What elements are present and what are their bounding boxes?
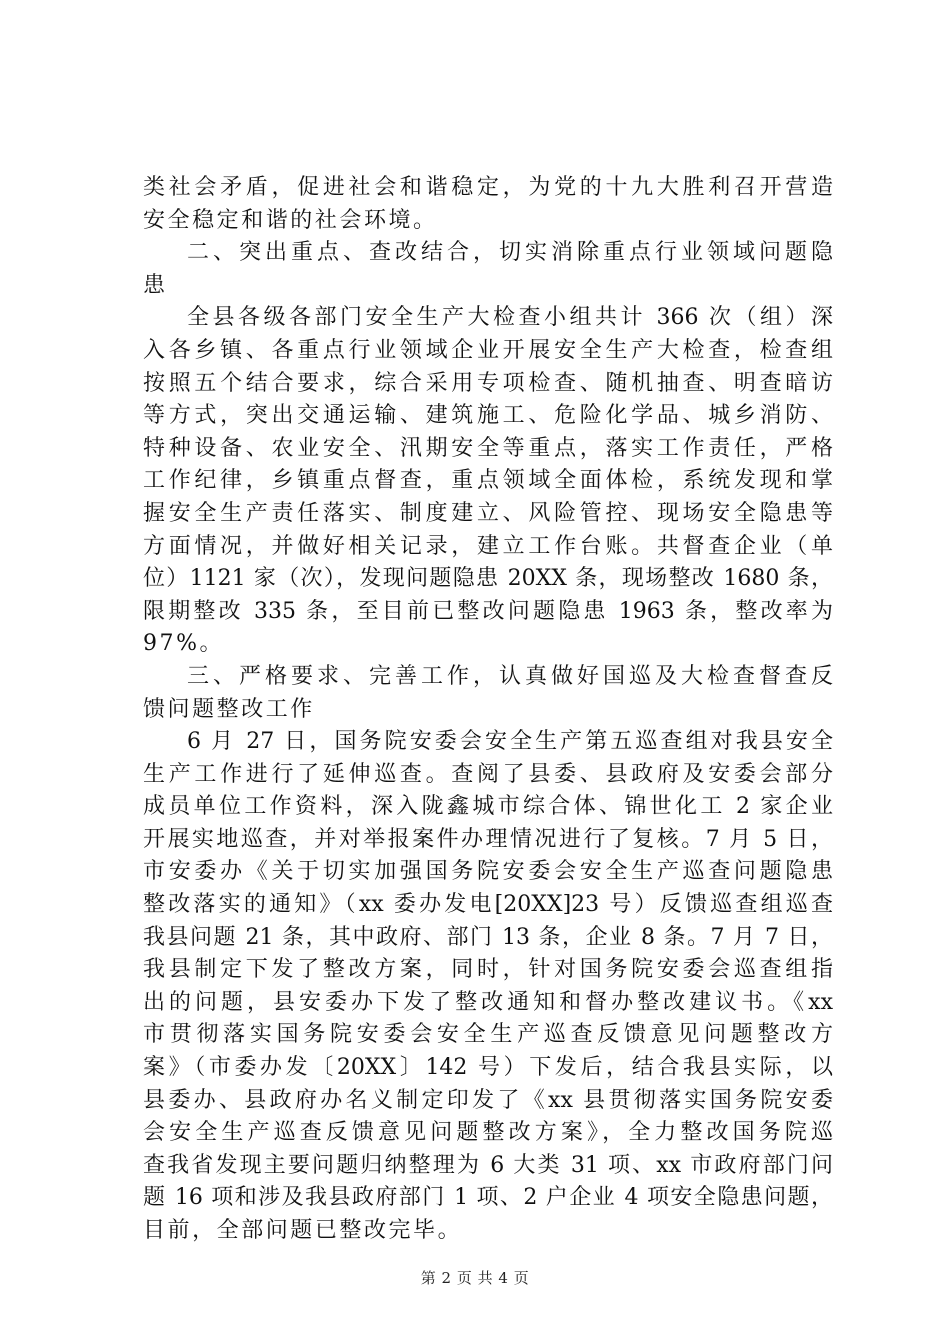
- paragraph-rectification: [143, 726, 833, 1248]
- text-line: 我县制定下发了整改方案，同时，针对国务院安委会巡查组指: [143, 957, 833, 983]
- text-line: 我县问题 21 条，其中政府、部门 13 条，企业 8 条。7 月 7 日，: [143, 924, 833, 950]
- text-line: 查我省发现主要问题归纳整理为 6 大类 31 项、xx 市政府部门问: [143, 1152, 833, 1178]
- text-line: 工作纪律，乡镇重点督查，重点领域全面体检，系统发现和掌: [143, 468, 833, 494]
- paragraph-inspection: [143, 302, 833, 661]
- text-line: 案》（市委办发〔20XX〕142 号）下发后，结合我县实际，以: [143, 1055, 833, 1081]
- text-line: 按照五个结合要求，综合采用专项检查、随机抽查、明查暗访: [143, 370, 833, 396]
- heading-line: 三、严格要求、完善工作，认真做好国巡及大检查督查反: [187, 663, 833, 689]
- text-line: 县委办、县政府办名义制定印发了《xx 县贯彻落实国务院安委: [143, 1087, 833, 1113]
- text-line: 题 16 项和涉及我县政府部门 1 项、2 户企业 4 项安全隐患问题，: [143, 1185, 833, 1211]
- text-line: 市安委办《关于切实加强国务院安委会安全生产巡查问题隐患: [143, 859, 833, 885]
- text-line: 安全稳定和谐的社会环境。: [143, 207, 438, 233]
- section-heading-2: [143, 237, 833, 302]
- text-line: 6 月 27 日，国务院安委会安全生产第五巡查组对我县安全: [187, 729, 833, 755]
- paragraph-continued: [143, 172, 833, 237]
- heading-line: 患: [143, 272, 168, 298]
- text-line: 出的问题，县安委办下发了整改通知和督办整改建议书。《xx: [143, 989, 833, 1015]
- text-line: 入各乡镇、各重点行业领域企业开展安全生产大检查，检查组: [143, 337, 833, 363]
- page-number-footer: 第 2 页 共 4 页: [420, 1269, 530, 1287]
- text-line: 类社会矛盾，促进社会和谐稳定，为党的十九大胜利召开营造: [143, 175, 833, 200]
- heading-line: 馈问题整改工作: [143, 696, 315, 722]
- text-line: 方面情况，并做好相关记录，建立工作台账。共督查企业（单: [143, 533, 833, 559]
- text-line: 限期整改 335 条，至目前已整改问题隐患 1963 条，整改率为: [143, 598, 833, 624]
- text-line: 成员单位工作资料，深入陇鑫城市综合体、锦世化工 2 家企业: [143, 794, 833, 820]
- document-body: [143, 172, 833, 1248]
- text-line: 握安全生产责任落实、制度建立、风险管控、现场安全隐患等: [143, 500, 833, 526]
- text-line: 等方式，突出交通运输、建筑施工、危险化学品、城乡消防、: [143, 403, 833, 429]
- text-line: 开展实地巡查，并对举报案件办理情况进行了复核。7 月 5 日，: [143, 826, 833, 852]
- text-line: 会安全生产巡查反馈意见问题整改方案》，全力整改国务院巡: [143, 1120, 833, 1146]
- text-line: 目前，全部问题已整改完毕。: [143, 1218, 463, 1243]
- text-line: 整改落实的通知》（xx 委办发电[20XX]23 号）反馈巡查组巡查: [143, 892, 833, 918]
- text-line: 市贯彻落实国务院安委会安全生产巡查反馈意见问题整改方: [143, 1022, 833, 1048]
- text-line: 生产工作进行了延伸巡查。查阅了县委、县政府及安委会部分: [143, 761, 833, 787]
- section-heading-3: [143, 661, 833, 726]
- heading-line: 二、突出重点、查改结合，切实消除重点行业领域问题隐: [187, 240, 833, 266]
- text-line: 位）1121 家（次），发现问题隐患 20XX 条，现场整改 1680 条，: [143, 566, 833, 592]
- text-line: 全县各级各部门安全生产大检查小组共计 366 次（组）深: [187, 305, 833, 331]
- text-line: 特种设备、农业安全、汛期安全等重点，落实工作责任，严格: [143, 435, 833, 461]
- text-line: 97%。: [143, 631, 225, 657]
